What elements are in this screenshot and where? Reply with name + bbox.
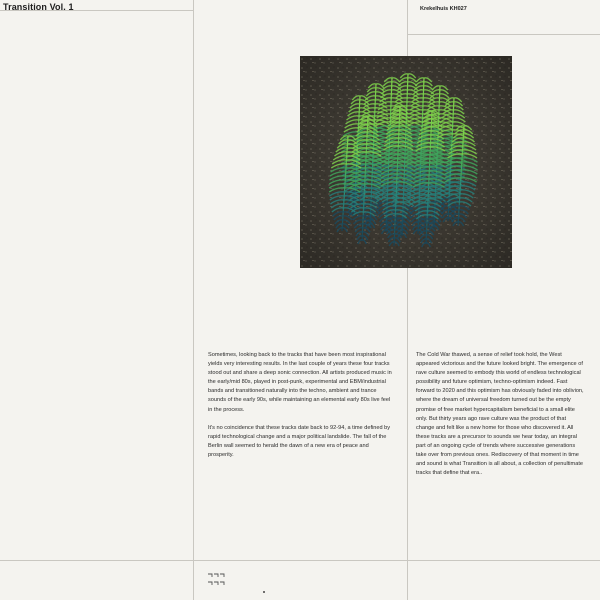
- fern-artwork: [300, 56, 512, 268]
- cover-photo: [300, 56, 512, 268]
- liner-notes-right: [416, 351, 584, 487]
- liner-paragraph: It's no coincidence that these tracks date back to 92-94, a time defined by rapid technological change and a major political landslide. The fall of the Berlin wall seemed to herald the dawn of a new era of peace and prosperity.: [208, 424, 391, 458]
- catalog-divider: [407, 34, 600, 35]
- liner-paragraph: Sometimes, looking back to the tracks that have been most inspirational yields very interesting results. In the last couple of years these four tracks stood out and share a deep sonic connection. All artists produced music in the early/mid 80s, played in post-punk, experimental and EBM/industrial bands and transitioned naturally into the techno, ambient and trance sounds of the early 90s, while maintaining an elemental early 80s live feel in the process.: [208, 352, 392, 413]
- registration-dot: [263, 591, 265, 593]
- panel-divider: [193, 0, 194, 600]
- footer-divider: [0, 560, 600, 561]
- liner-notes-left: [208, 351, 394, 469]
- krekelhuis-logo-icon: [207, 572, 227, 590]
- catalog-number: Krekelhuis KH027: [420, 6, 467, 12]
- liner-paragraph: The Cold War thawed, a sense of relief took hold, the West appeared victorious and the future looked bright. The emergence of rave culture seemed to embody this world of endless technological possibility and future optimism, techno-optimism indeed. Fast forward to 2020 and this optimism has obviously faded into oblivion, where the dream of universal freedom turned out be the empty promise of free market hypercapitalism beneficial to a small elite only. But thirty years ago rave culture was the product of that change and felt like a new home for those who discovered it. All these tracks are a precursor to sounds we hear today, an integral part of an ongoing cycle of trends where successive generations take over from previous ones. Rediscovery of that moment in time and sound is what Transition is all about, a collection of penultimate tracks that define that era..: [416, 352, 584, 477]
- release-title: Transition Vol. 1: [3, 2, 74, 12]
